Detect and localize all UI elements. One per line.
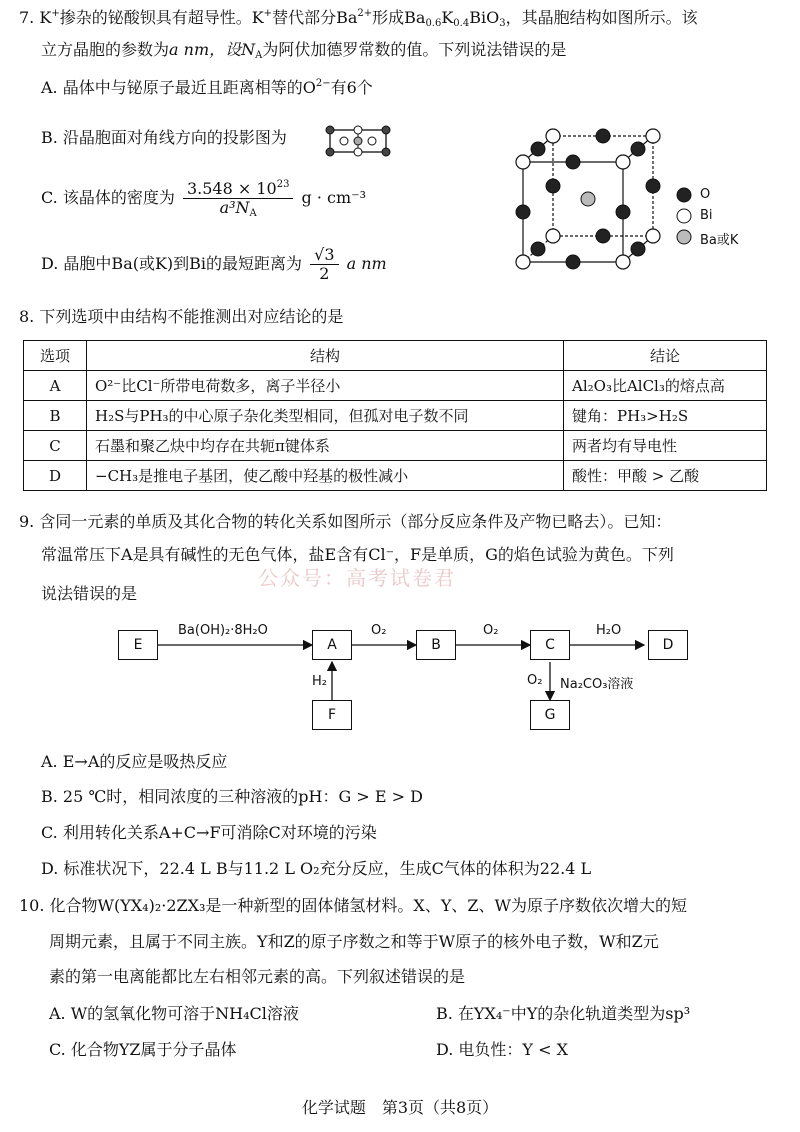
q10-stem-line3: 素的第一电离能都比左右相邻元素的高。下列叙述错误的是 [49,967,466,986]
header-structure: 结构 [87,341,564,371]
legend-ba: Ba或K [700,233,739,248]
header-option: 选项 [24,341,87,371]
node-e: E [118,630,158,660]
q9-stem-line1: 9. 含同一元素的单质及其化合物的转化关系如图所示（部分反应条件及产物已略去）。已知： [19,512,672,531]
q7-stem-line2: 立方晶胞的参数为a nm，设$N_A$为阿伏加德罗常数的值。下列说法错误的是 [41,40,567,61]
node-b: B [416,630,456,660]
q9-stem-line2: 常温常压下A是具有碱性的无色气体，盐E含有Cl⁻，F是单质，G的焰色试验为黄色。下列 [41,545,674,564]
q9-option-a: A. E→A的反应是吸热反应 [41,752,228,771]
q10-stem-line2: 周期元素，且属于不同主族。Y和Z的原子序数之和等于W原子的核外电子数，W和Z元 [49,932,659,951]
q10-stem-line1: 10. 化合物W(YX₄)₂·2ZX₃是一种新型的固体储氢材料。X、Y、Z、W为原子序数依次增大的短 [19,896,687,915]
q8-stem: 8. 下列选项中由结构不能推测出对应结论的是 [19,307,344,326]
q8-table [23,340,767,491]
q10-option-a: A. W的氢氧化物可溶于NH₄Cl溶液 [49,1004,299,1023]
reagent-c-g-left: O₂ [527,673,543,688]
reagent-f-a: H₂ [312,674,327,689]
q10-option-d: D. 电负性：Y < X [436,1040,568,1059]
node-c: C [530,630,570,660]
node-d: D [648,630,688,660]
q9-stem-line3: 说法错误的是 [41,584,138,603]
q7-option-c: C. 该晶体的密度为 $\frac{3.548 \times 10^{23}}{a^3N_A}$ g · cm⁻³ [41,179,367,219]
node-g: G [530,700,570,730]
q10-option-c: C. 化合物YZ属于分子晶体 [49,1040,237,1059]
table-row: A O²⁻比Cl⁻所带电荷数多，离子半径小 Al₂O₃比AlCl₃的熔点高 [24,371,767,401]
crystal-cell-figure [505,122,675,272]
projection-figure [322,124,394,158]
legend-markers [675,186,695,246]
watermark: 公众号：高考试卷君 [258,566,456,590]
q7-stem-line1: 7. K+掺杂的铋酸钡具有超导性。K+替代部分$Ba^{2+}$形成$Ba_{0.6}K_{0.4}BiO_3$，其晶胞结构如图所示。该 [19,8,698,29]
q7-option-d: D. 晶胞中Ba(或K)到Bi的最短距离为 $\frac{√3}{2}$ a nm [41,245,387,283]
node-a: A [312,630,352,660]
page-footer: 化学试题 第3页（共8页） [301,1098,499,1117]
legend-bi: Bi [700,208,713,223]
node-f: F [312,700,352,730]
header-conclusion: 结论 [564,341,767,371]
legend-o: O [700,187,711,202]
reagent-c-g-right: Na₂CO₃溶液 [560,677,634,692]
q7-option-a: A. 晶体中与铋原子最近且距离相等的$O^{2-}$有6个 [41,78,373,97]
q9-option-c: C. 利用转化关系A+C→F可消除C对环境的污染 [41,823,377,842]
q9-option-b: B. 25 ℃时，相同浓度的三种溶液的pH：G > E > D [41,787,423,806]
table-row: D −CH₃是推电子基团，使乙酸中羟基的极性减小 酸性：甲酸 > 乙酸 [24,461,767,491]
q7-option-b: B. 沿晶胞面对角线方向的投影图为 [41,128,287,147]
table-header-row [24,341,767,371]
table-row: B H₂S与PH₃的中心原子杂化类型相同，但孤对电子数不同 键角：PH₃>H₂S [24,401,767,431]
reagent-a-b: O₂ [371,623,387,638]
reagent-b-c: O₂ [483,623,499,638]
q9-option-d: D. 标准状况下，22.4 L B与11.2 L O₂充分反应，生成C气体的体积为22.4 L [41,859,592,878]
table-row: C 石墨和聚乙炔中均存在共轭π键体系 两者均有导电性 [24,431,767,461]
reagent-c-d: H₂O [596,623,622,638]
q10-option-b: B. 在YX₄⁻中Y的杂化轨道类型为sp³ [436,1004,691,1023]
reagent-e-a: Ba(OH)₂·8H₂O [178,623,268,638]
